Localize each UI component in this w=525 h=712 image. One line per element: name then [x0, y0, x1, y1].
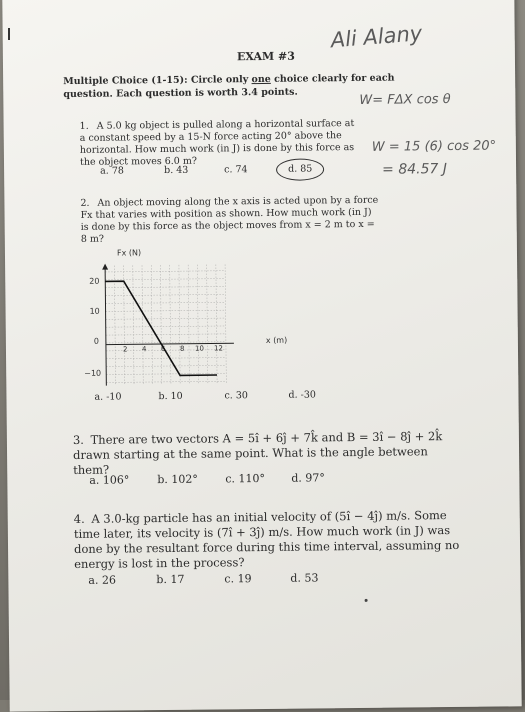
choice-c[interactable]: c. 19 — [224, 572, 252, 586]
grid-line-vertical — [170, 265, 171, 385]
grid-line-horizontal — [106, 381, 226, 382]
choice-b[interactable]: b. 17 — [156, 572, 185, 587]
choice-c[interactable]: c. 30 — [224, 390, 248, 402]
x-tick-label: 4 — [141, 345, 147, 354]
instructions-emphasis: one — [251, 73, 271, 86]
y-axis-label: Fx (N) — [116, 248, 142, 258]
question-number: 4. — [73, 511, 85, 526]
grid-line-horizontal — [105, 286, 225, 287]
handwritten-answer: = 84.57 J — [382, 161, 448, 178]
choice-d-selected[interactable]: d. 85 — [288, 163, 313, 175]
x-tick-label: 8 — [179, 344, 185, 353]
grid-line-horizontal — [105, 279, 225, 280]
grid-line-horizontal — [105, 294, 225, 295]
answer-circle — [276, 158, 324, 181]
y-tick-label: 20 — [89, 276, 100, 286]
choice-b[interactable]: b. 102° — [157, 472, 198, 487]
handwritten-substitution: W = 15 (6) cos 20° — [371, 138, 497, 155]
question-text: An object moving along the x axis is acted upon by a force Fx that varies with position as shown. How much work (in J) is done by this force as the object moves from x = 2 m to x = 8 m? — [80, 194, 379, 245]
grid-line-vertical — [133, 265, 134, 385]
grid-line-horizontal — [106, 358, 226, 359]
grid-line-vertical — [197, 265, 198, 385]
choice-a[interactable]: a. 26 — [88, 573, 117, 587]
grid-line-vertical — [142, 265, 143, 385]
choice-d[interactable]: d. -30 — [288, 389, 316, 401]
choice-d[interactable]: d. 53 — [290, 571, 319, 585]
question-3 — [73, 429, 463, 478]
choice-a[interactable]: a. -10 — [94, 391, 122, 403]
question-number: 2. — [80, 197, 90, 209]
grid-line-vertical — [207, 265, 208, 385]
y-axis-arrow — [102, 264, 108, 270]
force-position-graph — [75, 244, 307, 401]
question-number: 1. — [79, 120, 89, 132]
pen-dot — [365, 599, 368, 602]
x-tick-label: 6 — [160, 345, 166, 354]
question-4 — [74, 508, 475, 572]
corner-mark — [8, 28, 10, 40]
grid-line-vertical — [225, 264, 226, 384]
grid-line-vertical — [188, 265, 189, 385]
choice-c[interactable]: c. 110° — [225, 471, 266, 486]
grid-line-vertical — [179, 265, 180, 385]
grid-line-horizontal — [106, 342, 226, 343]
question-2 — [80, 195, 380, 246]
exam-title: EXAM #3 — [236, 49, 295, 64]
x-tick-label: 12 — [213, 344, 223, 353]
grid-line-horizontal — [106, 318, 226, 319]
x-axis-label: x (m) — [265, 335, 288, 345]
choice-b[interactable]: b. 10 — [158, 390, 183, 403]
grid-line-vertical — [160, 265, 161, 385]
choice-a[interactable]: a. 106° — [89, 473, 130, 487]
y-tick-label: −10 — [84, 368, 102, 378]
grid-line-vertical — [114, 266, 115, 386]
grid-line-horizontal — [105, 271, 225, 272]
exam-sheet — [2, 0, 521, 712]
instructions-text-b: choice clearly for each question. Each question is worth 3.4 points. — [63, 72, 395, 101]
grid-line-vertical — [216, 264, 217, 384]
x-tick-label: 10 — [194, 344, 204, 353]
grid-line-horizontal — [105, 302, 225, 303]
question-text: There are two vectors A = 5î + 6ĵ + 7k̂ and B = 3î − 8ĵ + 2k̂ drawn starting at the same point. What is the angle between them? — [73, 429, 443, 477]
grid-line-horizontal — [106, 334, 226, 335]
handwritten-formula: W= FΔX cos θ — [359, 92, 451, 108]
grid-line-horizontal — [106, 365, 226, 366]
y-tick-label: 10 — [89, 306, 100, 316]
y-axis — [105, 266, 106, 386]
choice-d[interactable]: d. 97° — [291, 471, 325, 485]
choice-a[interactable]: a. 78 — [100, 165, 124, 177]
instructions-text-a: Multiple Choice (1-15): Circle only — [63, 74, 252, 88]
y-tick-label: 0 — [93, 336, 100, 346]
choice-c[interactable]: c. 74 — [224, 164, 248, 176]
x-tick-label: 2 — [122, 345, 128, 354]
graph-grid — [105, 264, 226, 385]
grid-line-horizontal — [106, 326, 226, 327]
choice-b[interactable]: b. 43 — [164, 164, 189, 177]
grid-line-vertical — [151, 265, 152, 385]
question-text: A 3.0-kg particle has an initial velocity of (5î − 4ĵ) m/s. Some time later, its velocity is (7î + 3ĵ) m/s. How much work (in J) was done by the resultant force during this time interval, assuming no energy is lost in the process? — [73, 508, 460, 571]
question-number: 3. — [72, 432, 84, 447]
grid-line-horizontal — [106, 310, 226, 311]
question-text: A 5.0 kg object is pulled along a horizontal surface at a constant speed by a 15-N force acting 20° above the horizontal. How much work (in J) is done by this force as the object moves 6.0 m? — [79, 118, 355, 168]
handwritten-name: Ali Alany — [329, 21, 424, 53]
